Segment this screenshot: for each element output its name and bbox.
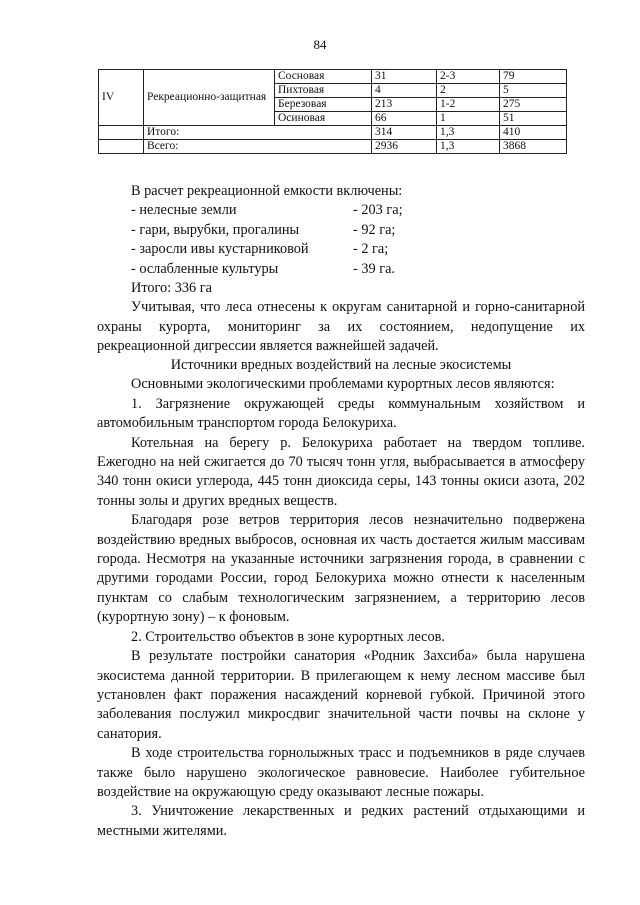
coef-cell: 2-3 [437,70,500,84]
total-label: Всего: [144,140,372,154]
capacity-total: Итого: 336 га [131,280,212,297]
paragraph: Основными экологическими проблемами курортных лесов являются: [131,376,555,393]
area-cell: 31 [372,70,437,84]
area-cell: 314 [372,126,437,140]
capacity-section [97,182,585,357]
paragraph: Благодаря розе ветров территория лесов незначительно подвержена воздействию вредных выбросов, основная их часть достается жилым массивам города. Несмотря на указанные источники загрязнения города, в сравнении с другими городами России, город Белокуриха можно отнести к населенным пунктам со слабым технологическим загрязнением, а территорию лесов (курортную зону) – к фоновым. [97,512,585,626]
paragraph: 1. Загрязнение окружающей среды коммунальным хозяйством и автомобильным транспортом города Белокуриха. [97,395,585,432]
capacity-cell: 79 [500,70,567,84]
coef-cell: 1,3 [437,126,500,140]
area-cell: 213 [372,98,437,112]
paragraph: 2. Строительство объектов в зоне курортных лесов. [131,628,445,645]
coef-cell: 2 [437,84,500,98]
list-item: - гари, вырубки, прогалины - 92 га; [131,221,396,238]
paragraph: Котельная на берегу р. Белокуриха работает на твердом топливе. Ежегодно на ней сжигается до 70 тысяч тонн угля, выбрасывается в атмосферу 340 тонн окиси углерода, 445 тонн диоксида серы, 143 тонны окиси азота, 202 тонны золы и других вредных веществ. [97,434,585,509]
area-cell: 4 [372,84,437,98]
recreation-capacity-table [98,69,567,154]
type-cell: Березовая [275,98,372,112]
capacity-paragraph: Учитывая, что леса отнесены к округам санитарной и горно-санитарной охраны курорта, мониторинг за их состоянием, недопущение их рекреационной дигрессии является важнейшей задачей. [97,299,585,355]
capacity-intro: В расчет рекреационной емкости включены: [131,183,403,199]
capacity-cell: 51 [500,112,567,126]
capacity-cell: 275 [500,98,567,112]
subtotal-row [99,126,567,140]
category-cell: Рекреационно-защитная [144,70,275,126]
coef-cell: 1 [437,112,500,126]
coef-cell: 1-2 [437,98,500,112]
list-item: - нелесные земли - 203 га; [131,202,403,219]
paragraph: В результате постройки санатория «Родник Захсиба» была нарушена экосистема данной территории. В прилегающем к нему лесном массиве был установлен факт поражения насаждений корневой губкой. Причиной этого заболевания послужил микросдвиг значительной части почвы на склоне у санатория. [97,648,585,742]
type-cell: Сосновая [275,70,372,84]
type-cell: Пихтовая [275,84,372,98]
coef-cell: 1,3 [437,140,500,154]
paragraph: В ходе строительства горнолыжных трасс и подъемников в ряде случаев также было нарушено экологическое равновесие. Наиболее губительное воздействие на окружающую среду оказывают лесные пожары. [97,745,585,800]
list-item: - заросли ивы кустарниковой - 2 га; [131,241,389,258]
subtotal-label: Итого: [144,126,372,140]
paragraph: 3. Уничтожение лекарственных и редких растений отдыхающими и местными жителями. [97,803,585,839]
empty-cell [99,140,144,154]
sources-section [97,356,585,841]
capacity-cell: 410 [500,126,567,140]
section-heading: Источники вредных воздействий на лесные экосистемы [170,357,512,373]
page-number: 84 [313,37,327,52]
zone-cell: IV [99,70,144,126]
area-cell: 66 [372,112,437,126]
type-cell: Осиновая [275,112,372,126]
total-row [99,140,567,154]
empty-cell [99,126,144,140]
table-row [99,70,567,84]
area-cell: 2936 [372,140,437,154]
list-item: - ослабленные культуры - 39 га. [131,260,395,277]
capacity-cell: 3868 [500,140,567,154]
capacity-cell: 5 [500,84,567,98]
